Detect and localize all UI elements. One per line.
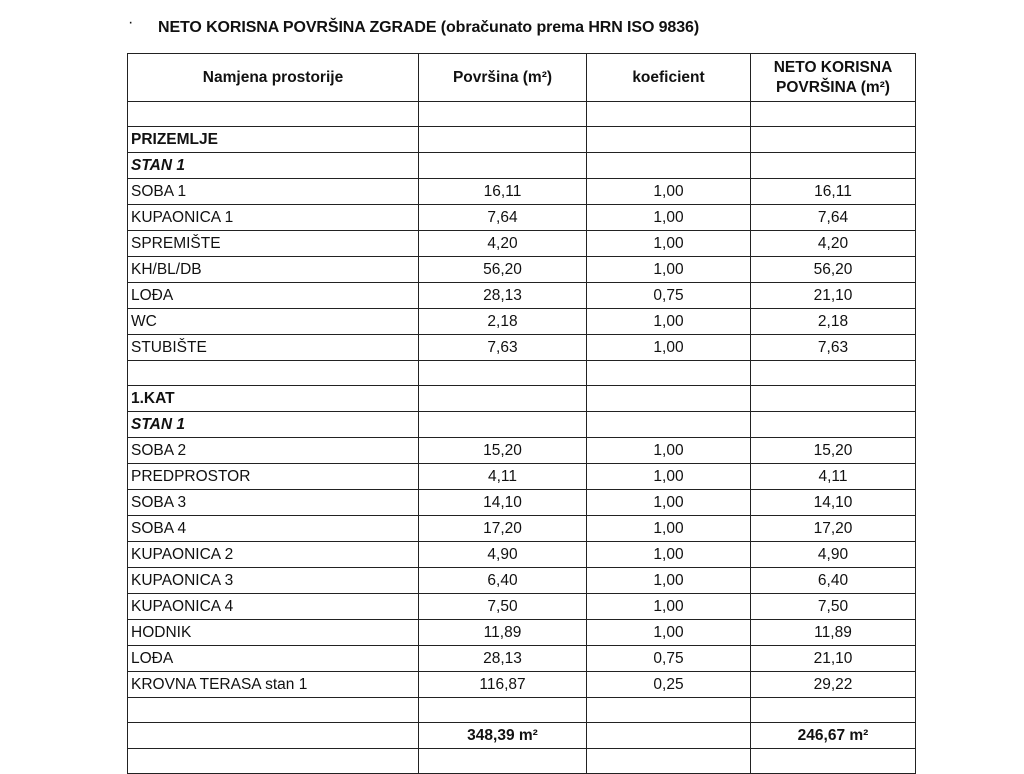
cell-room-name: KUPAONICA 3 — [128, 568, 419, 594]
cell-net-area: 21,10 — [751, 283, 916, 309]
cell-net-area — [751, 698, 916, 723]
cell-area — [419, 127, 587, 153]
cell-area — [419, 102, 587, 127]
table-row — [128, 231, 916, 257]
cell-coefficient: 1,00 — [587, 594, 751, 620]
header-net-area — [751, 54, 916, 102]
cell-net-area: 56,20 — [751, 257, 916, 283]
cell-net-area: 7,64 — [751, 205, 916, 231]
cell-coefficient: 1,00 — [587, 490, 751, 516]
cell-net-area — [751, 749, 916, 774]
cell-net-area: 6,40 — [751, 568, 916, 594]
table-row — [128, 672, 916, 698]
cell-net-area: 4,90 — [751, 542, 916, 568]
cell-coefficient: 1,00 — [587, 438, 751, 464]
cell-net-area — [751, 386, 916, 412]
cell-coefficient: 0,25 — [587, 672, 751, 698]
cell-room-name: KUPAONICA 2 — [128, 542, 419, 568]
cell-coefficient: 1,00 — [587, 568, 751, 594]
cell-coefficient: 1,00 — [587, 257, 751, 283]
cell-coefficient: 1,00 — [587, 309, 751, 335]
table-row — [128, 594, 916, 620]
cell-room-name: SOBA 4 — [128, 516, 419, 542]
cell-room-name — [128, 723, 419, 749]
cell-area: 28,13 — [419, 646, 587, 672]
cell-net-area — [751, 127, 916, 153]
header-area: Površina (m²) — [419, 54, 587, 102]
table-row — [128, 438, 916, 464]
cell-net-area: 16,11 — [751, 179, 916, 205]
cell-area — [419, 698, 587, 723]
cell-net-area: 7,50 — [751, 594, 916, 620]
cell-room-name: STUBIŠTE — [128, 335, 419, 361]
bullet-point: · — [128, 14, 134, 31]
cell-area: 7,63 — [419, 335, 587, 361]
cell-area — [419, 361, 587, 386]
cell-room-name: SOBA 1 — [128, 179, 419, 205]
cell-net-area — [751, 102, 916, 127]
cell-net-area: 21,10 — [751, 646, 916, 672]
cell-room-name: LOĐA — [128, 646, 419, 672]
cell-net-area: 4,20 — [751, 231, 916, 257]
table-row — [128, 179, 916, 205]
cell-area — [419, 412, 587, 438]
empty-row — [128, 698, 916, 723]
cell-coefficient: 1,00 — [587, 542, 751, 568]
cell-coefficient: 1,00 — [587, 516, 751, 542]
cell-area: 15,20 — [419, 438, 587, 464]
table-row — [128, 205, 916, 231]
cell-room-name: SOBA 3 — [128, 490, 419, 516]
table-header-row — [128, 54, 916, 102]
table-row — [128, 490, 916, 516]
cell-coefficient — [587, 698, 751, 723]
cell-room-name: KH/BL/DB — [128, 257, 419, 283]
cell-room-name — [128, 749, 419, 774]
cell-coefficient — [587, 412, 751, 438]
cell-area — [419, 153, 587, 179]
cell-area: 28,13 — [419, 283, 587, 309]
cell-room-name: KUPAONICA 4 — [128, 594, 419, 620]
subsection-row — [128, 153, 916, 179]
cell-area — [419, 749, 587, 774]
cell-coefficient — [587, 153, 751, 179]
cell-coefficient: 1,00 — [587, 179, 751, 205]
cell-room-name: PRIZEMLJE — [128, 127, 419, 153]
cell-coefficient: 1,00 — [587, 620, 751, 646]
cell-room-name — [128, 102, 419, 127]
cell-room-name: WC — [128, 309, 419, 335]
cell-room-name: SOBA 2 — [128, 438, 419, 464]
table-row — [128, 646, 916, 672]
cell-room-name: PREDPROSTOR — [128, 464, 419, 490]
cell-coefficient — [587, 102, 751, 127]
table-row — [128, 309, 916, 335]
cell-area: 2,18 — [419, 309, 587, 335]
cell-room-name — [128, 361, 419, 386]
cell-coefficient: 1,00 — [587, 231, 751, 257]
cell-room-name: HODNIK — [128, 620, 419, 646]
cell-area: 4,20 — [419, 231, 587, 257]
header-coefficient: koeficient — [587, 54, 751, 102]
table-body — [128, 102, 916, 774]
cell-coefficient: 1,00 — [587, 205, 751, 231]
header-net-area-line1: NETO KORISNA — [773, 58, 893, 76]
cell-net-area: 29,22 — [751, 672, 916, 698]
cell-coefficient — [587, 127, 751, 153]
cell-net-area — [751, 153, 916, 179]
cell-area: 116,87 — [419, 672, 587, 698]
header-net-area-line2: POVRŠINA (m²) — [776, 78, 890, 96]
cell-area: 348,39 m² — [419, 723, 587, 749]
cell-coefficient: 1,00 — [587, 335, 751, 361]
table-row — [128, 516, 916, 542]
cell-area — [419, 386, 587, 412]
empty-row — [128, 749, 916, 774]
cell-room-name: KROVNA TERASA stan 1 — [128, 672, 419, 698]
cell-area: 7,64 — [419, 205, 587, 231]
cell-net-area — [751, 412, 916, 438]
cell-coefficient: 0,75 — [587, 646, 751, 672]
table-row — [128, 257, 916, 283]
cell-room-name: STAN 1 — [128, 412, 419, 438]
cell-area: 6,40 — [419, 568, 587, 594]
document-title: NETO KORISNA POVRŠINA ZGRADE (obračunato prema HRN ISO 9836) — [158, 19, 700, 36]
cell-net-area: 15,20 — [751, 438, 916, 464]
cell-area: 16,11 — [419, 179, 587, 205]
cell-coefficient — [587, 386, 751, 412]
net-area-table — [127, 53, 916, 774]
subsection-row — [128, 412, 916, 438]
cell-room-name: STAN 1 — [128, 153, 419, 179]
cell-net-area: 4,11 — [751, 464, 916, 490]
cell-net-area: 246,67 m² — [751, 723, 916, 749]
cell-room-name: 1.KAT — [128, 386, 419, 412]
cell-room-name: KUPAONICA 1 — [128, 205, 419, 231]
cell-area: 4,90 — [419, 542, 587, 568]
cell-area: 56,20 — [419, 257, 587, 283]
cell-coefficient: 0,75 — [587, 283, 751, 309]
cell-net-area: 7,63 — [751, 335, 916, 361]
cell-coefficient — [587, 361, 751, 386]
cell-net-area — [751, 361, 916, 386]
cell-area: 17,20 — [419, 516, 587, 542]
cell-net-area: 11,89 — [751, 620, 916, 646]
cell-area: 4,11 — [419, 464, 587, 490]
cell-net-area: 17,20 — [751, 516, 916, 542]
table-row — [128, 542, 916, 568]
cell-coefficient: 1,00 — [587, 464, 751, 490]
cell-area: 14,10 — [419, 490, 587, 516]
cell-coefficient — [587, 723, 751, 749]
table-row — [128, 283, 916, 309]
table-row — [128, 568, 916, 594]
cell-area: 7,50 — [419, 594, 587, 620]
table-row — [128, 464, 916, 490]
table-row — [128, 620, 916, 646]
cell-area: 11,89 — [419, 620, 587, 646]
empty-row — [128, 361, 916, 386]
section-row — [128, 386, 916, 412]
empty-row — [128, 102, 916, 127]
cell-net-area: 2,18 — [751, 309, 916, 335]
cell-room-name: SPREMIŠTE — [128, 231, 419, 257]
cell-room-name: LOĐA — [128, 283, 419, 309]
header-room-purpose: Namjena prostorije — [128, 54, 419, 102]
cell-net-area: 14,10 — [751, 490, 916, 516]
cell-coefficient — [587, 749, 751, 774]
cell-room-name — [128, 698, 419, 723]
table-row — [128, 335, 916, 361]
section-row — [128, 127, 916, 153]
total-row — [128, 723, 916, 749]
